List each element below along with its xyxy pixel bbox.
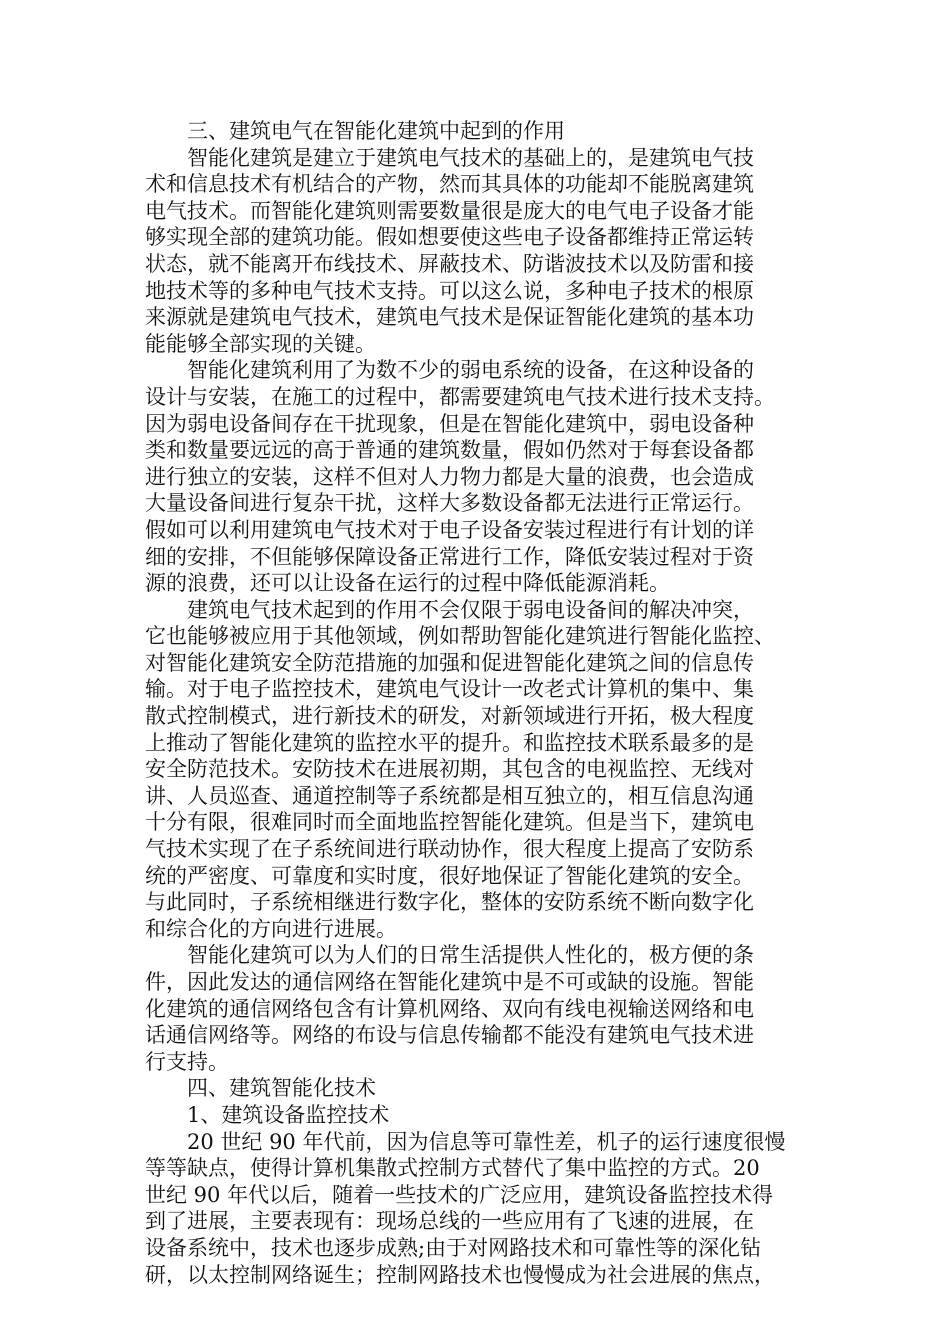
paragraph-line: 散式控制模式，进行新技术的研发，对新领域进行开拓，极大程度 [145, 704, 754, 729]
paragraph-line: 讲、人员巡查、通道控制等子系统都是相互独立的，相互信息沟通 [145, 783, 754, 808]
paragraph-line: 上推动了智能化建筑的监控水平的提升。和监控技术联系最多的是 [145, 730, 754, 755]
paragraph-line: 大量设备间进行复杂干扰，这样大多数设备都无法进行正常运行。 [145, 491, 754, 516]
paragraph-line: 建筑电气技术起到的作用不会仅限于弱电设备间的解决冲突， [187, 597, 754, 622]
paragraph-line: 进行独立的安装，这样不但对人力物力都是大量的浪费，也会造成 [145, 464, 754, 489]
paragraph-line: 化建筑的通信网络包含有计算机网络、双向有线电视输送网络和电 [145, 996, 754, 1021]
paragraph-line: 智能化建筑可以为人们的日常生活提供人性化的，极方便的条 [187, 943, 754, 968]
paragraph-line: 件，因此发达的通信网络在智能化建筑中是不可或缺的设施。智能 [145, 970, 754, 994]
paragraph-line: 话通信网络等。网络的布设与信息传输都不能没有建筑电气技术进 [145, 1023, 754, 1048]
paragraph-line: 智能化建筑是建立于建筑电气技术的基础上的，是建筑电气技 [187, 145, 754, 170]
paragraph-line: 十分有限，很难同时而全面地监控智能化建筑。但是当下，建筑电 [145, 810, 754, 835]
paragraph-line: 等等缺点，使得计算机集散式控制方式替代了集中监控的方式。20 [145, 1156, 760, 1181]
paragraph-line: 够实现全部的建筑功能。假如想要使这些电子设备都维持正常运转 [145, 225, 754, 250]
paragraph-line: 20 世纪 90 年代前，因为信息等可靠性差，机子的运行速度很慢 [187, 1129, 786, 1154]
paragraph-line: 世纪 90 年代以后，随着一些技术的广泛应用，建筑设备监控技术得 [145, 1182, 774, 1207]
paragraph-line: 假如可以利用建筑电气技术对于电子设备安装过程进行有计划的详 [145, 517, 754, 542]
paragraph-line: 研，以太控制网络诞生；控制网路技术也慢慢成为社会进展的焦点， [145, 1262, 775, 1287]
paragraph-line: 与此同时，子系统相继进行数字化，整体的安防系统不断向数字化 [145, 890, 754, 915]
paragraph-line: 状态，就不能离开布线技术、屏蔽技术、防谐波技术以及防雷和接 [145, 251, 754, 276]
paragraph-line: 和综合化的方向进行进展。 [145, 916, 397, 941]
paragraph-line: 因为弱电设备间存在干扰现象，但是在智能化建筑中，弱电设备种 [145, 411, 754, 436]
paragraph-line: 细的安排，不但能够保障设备正常进行工作，降低安装过程对于资 [145, 544, 754, 569]
paragraph-line: 术和信息技术有机结合的产物，然而其具体的功能却不能脱离建筑 [145, 172, 754, 197]
section-heading: 四、建筑智能化技术 [187, 1076, 376, 1101]
section-heading: 三、建筑电气在智能化建筑中起到的作用 [187, 119, 565, 143]
paragraph-line: 统的严密度、可靠度和实时度，很好地保证了智能化建筑的安全。 [145, 863, 754, 888]
paragraph-line: 安全防范技术。安防技术在进展初期，其包含的电视监控、无线对 [145, 757, 754, 782]
paragraph-line: 来源就是建筑电气技术，建筑电气技术是保证智能化建筑的基本功 [145, 305, 754, 330]
document-body [145, 118, 809, 1288]
paragraph-line: 它也能够被应用于其他领域，例如帮助智能化建筑进行智能化监控、 [145, 624, 775, 649]
paragraph-line: 设备系统中，技术也逐步成熟;由于对网路技术和可靠性等的深化钻 [145, 1235, 762, 1260]
paragraph-line: 行支持。 [145, 1049, 229, 1074]
paragraph-line: 能能够全部实现的关键。 [145, 331, 376, 356]
paragraph-line: 对智能化建筑安全防范措施的加强和促进智能化建筑之间的信息传 [145, 650, 754, 675]
section-heading: 1、建筑设备监控技术 [187, 1102, 390, 1127]
paragraph-line: 源的浪费，还可以让设备在运行的过程中降低能源消耗。 [145, 571, 670, 596]
paragraph-line: 智能化建筑利用了为数不少的弱电系统的设备，在这种设备的 [187, 358, 754, 383]
paragraph-line: 设计与安装，在施工的过程中，都需要建筑电气技术进行技术支持。 [145, 384, 775, 409]
paragraph-line: 电气技术。而智能化建筑则需要数量很是庞大的电气电子设备才能 [145, 198, 754, 223]
paragraph-line: 类和数量要远远的高于普通的建筑数量，假如仍然对于每套设备都 [145, 438, 754, 463]
paragraph-line: 输。对于电子监控技术，建筑电气设计一改老式计算机的集中、集 [145, 677, 754, 702]
paragraph-line: 气技术实现了在子系统间进行联动协作，很大程度上提高了安防系 [145, 837, 754, 862]
paragraph-line: 地技术等的多种电气技术支持。可以这么说，多种电子技术的根原 [145, 278, 754, 303]
paragraph-line: 到了进展，主要表现有：现场总线的一些应用有了飞速的进展，在 [145, 1209, 754, 1234]
